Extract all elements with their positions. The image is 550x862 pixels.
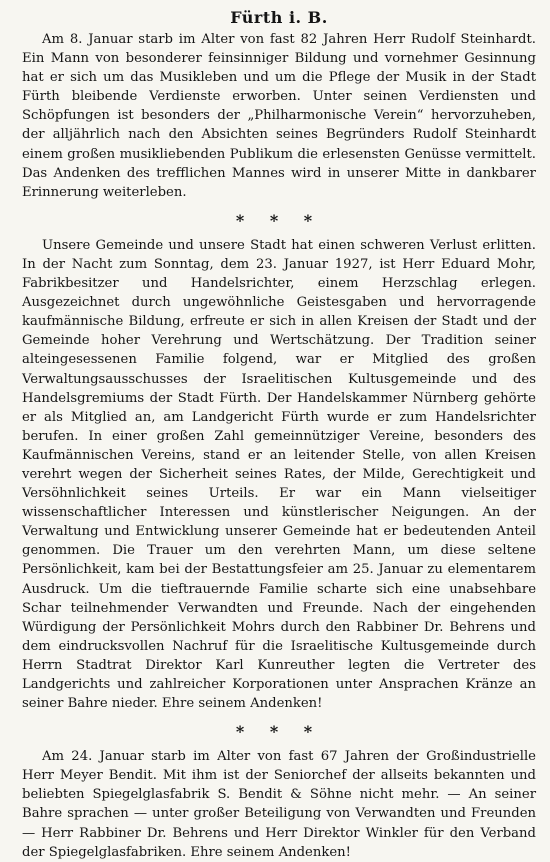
section-separator: * * * [235,210,323,230]
obituary-bendit [22,747,536,862]
obituary-steinhardt [22,30,536,202]
obituary-mohr [22,236,536,713]
article-text: Unsere Gemeinde und unsere Stadt hat einen schweren Verlust erlitten. In der Nacht zum Sonntag, dem 23. Januar 1927, ist Herr Eduard Mohr, Fabrikbesitzer und Handelsrichter, einem Herzschlag erlegen. Ausgezeichnet durch ungewöhnliche Geistesgaben und hervorragende kaufmännische Bildung, erfreute er sich in allen Kreisen der Stadt und der Gemeinde hoher Verehrung und Wertschätzung. Der Tradition seiner alteingesessenen Familie folgend, war er Mitglied des großen Verwaltungsausschusses der Israelitischen Kultusgemeinde und des Handelsgremiums der Stadt Fürth. Der Handelskammer Nürnberg gehörte er als Mitglied an, am Landgericht Fürth wurde er zum Handelsrichter berufen. In einer großen Zahl gemeinnütziger Vereine, besonders des Kaufmännischen Vereins, stand er an leitender Stelle, von allen Kreisen verehrt wegen der Sicherheit seines Rates, der Milde, Gerechtigkeit und Versöhnlichkeit seines Urteils. Er war ein Mann vielseitiger wissenschaftlicher Interessen und künstlerischer Neigungen. An der Verwaltung und Entwicklung unserer Gemeinde hat er bedeutenden Anteil genommen. Die Trauer um den verehrten Mann, um diese seltene Persönlichkeit, kam bei der Bestattungsfeier am 25. Januar zu elementarem Ausdruck. Um die tieftrauernde Familie scharte sich eine unabsehbare Schar teilnehmender Verwandten und Freunde. Nach der eingehenden Würdigung der Persönlichkeit Mohrs durch den Rabbiner Dr. Behrens und dem eindrucksvollen Nachruf für die Israelitische Kultusgemeinde durch Herrn Stadtrat Direktor Karl Kunreuther legten die Vertreter des Landgerichts und zahlreicher Korporationen unter Ansprachen Kränze an seiner Bahre nieder. Ehre seinem Andenken! [22,237,536,712]
section-separator: * * * [235,722,323,742]
article-text: Am 8. Januar starb im Alter von fast 82 Jahren Herr Rudolf Steinhardt. Ein Mann von besonderer feinsinniger Bildung und vornehmer Gesinnung hat er sich um das Musikleben und um die Pflege der Musik in der Stadt Fürth bleibende Verdienste erworben. Unter seinen Verdiensten und Schöpfungen ist besonders der „Philharmonische Verein“ hervorzuheben, der alljährlich nach den Absichten seines Begründers Rudolf Steinhardt einem großen musikliebenden Publikum die erlesensten Genüsse vermittelt. Das Andenken des trefflichen Mannes wird in unserer Mitte in dankbarer Erinnerung weiterleben. [22,32,536,200]
page-heading: Fürth i. B. [230,8,328,27]
article-text: Am 24. Januar starb im Alter von fast 67 Jahren der Großindustrielle Herr Meyer Bendit. Mit ihm ist der Seniorchef der allseits bekannten und beliebten Spiegelglasfabrik S. Bendit & Söhne nicht mehr. — An seiner Bahre sprachen — unter großer Beteiligung von Verwandten und Freunden — Herr Rabbiner Dr. Behrens und Herr Direktor Winkler für den Verband der Spiegelglasfabriken. Ehre seinem Andenken! [22,749,536,860]
